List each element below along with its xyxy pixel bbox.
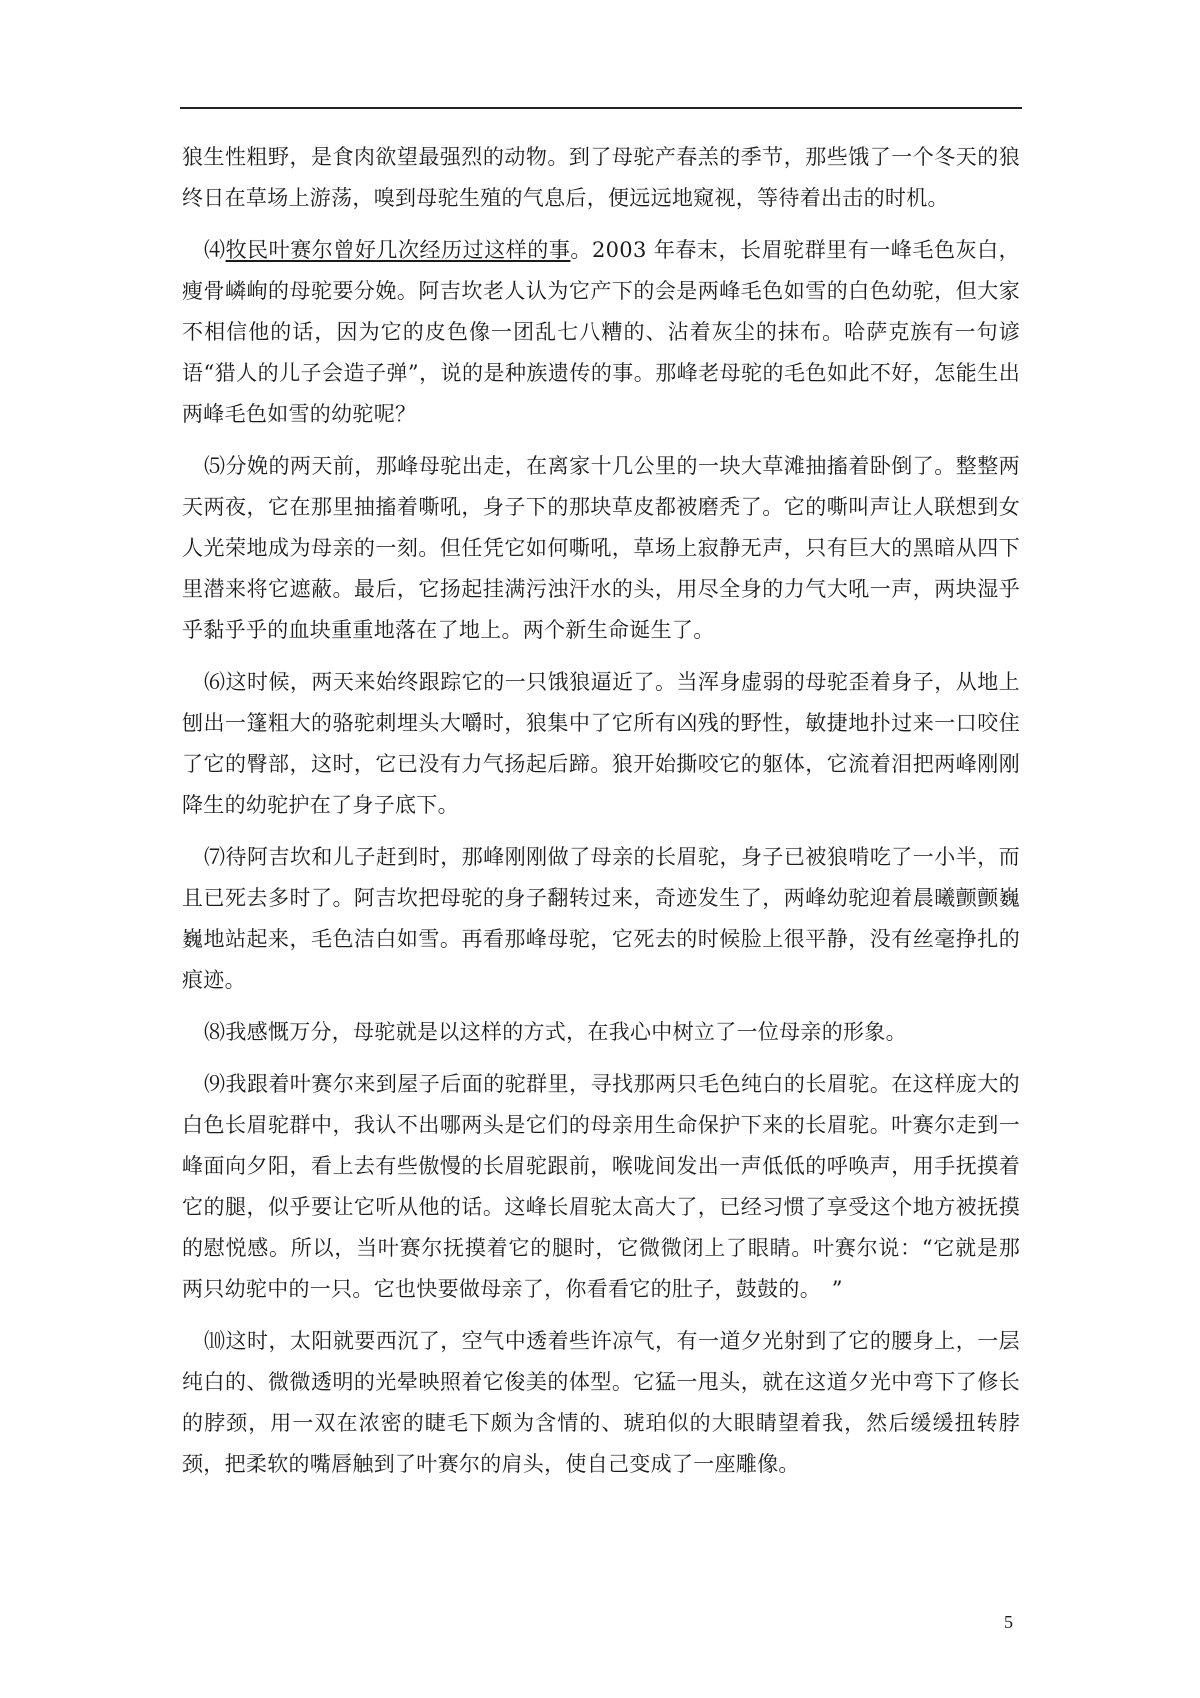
paragraph-3-continuation: [182, 137, 1020, 219]
paragraph-text: 这时，太阳就要西沉了，空气中透着些许凉气，有一道夕光射到了它的腰身上，一层纯白的、微微透明的光晕映照着它俊美的体型。它猛一甩头，就在这道夕光中弯下了修长的脖颈，用一双在浓密的睫毛下颇为含情的、琥珀似的大眼睛望着我，然后缓缓扭转脖颈，把柔软的嘴唇触到了叶赛尔的肩头，使自己变成了一座雕像。: [182, 1329, 1020, 1476]
paragraph-10: [182, 1321, 1020, 1485]
paragraph-5: [182, 446, 1020, 651]
paragraph-text: 狼生性粗野，是食肉欲望最强烈的动物。到了母驼产春羔的季节，那些饿了一个冬天的狼终日在草场上游荡，嗅到母驼生殖的气息后，便远远地窥视，等待着出击的时机。: [182, 145, 1020, 210]
paragraph-text: 我感慨万分，母驼就是以这样的方式，在我心中树立了一位母亲的形象。: [225, 1020, 907, 1044]
header-rule: [180, 107, 1022, 109]
document-body: [182, 137, 1020, 1496]
paragraph-marker: ⑺: [204, 845, 226, 869]
paragraph-marker: ⑼: [204, 1072, 226, 1096]
page-number: 5: [1004, 1612, 1013, 1632]
underlined-sentence: 牧民叶赛尔曾好几次经历过这样的事: [225, 238, 571, 262]
paragraph-marker: ⑽: [204, 1329, 226, 1353]
paragraph-6: [182, 662, 1020, 826]
paragraph-9: [182, 1064, 1020, 1310]
paragraph-text: 。2003 年春末，长眉驼群里有一峰毛色灰白，瘦骨嶙峋的母驼要分娩。阿吉坎老人认为它产下的会是两峰毛色如雪的白色幼驼，但大家不相信他的话，因为它的皮色像一团乱七八糟的、沾着灰尘的抹布。哈萨克族有一句谚语“猎人的儿子会造子弹”，说的是种族遗传的事。那峰老母驼的毛色如此不好，怎能生出两峰毛色如雪的幼驼呢？: [182, 238, 1020, 426]
paragraph-text: 这时候，两天来始终跟踪它的一只饿狼逼近了。当浑身虚弱的母驼歪着身子，从地上刨出一篷粗大的骆驼刺埋头大嚼时，狼集中了它所有凶残的野性，敏捷地扑过来一口咬住了它的臀部，这时，它已没有力气扬起后蹄。狼开始撕咬它的躯体，它流着泪把两峰刚刚降生的幼驼护在了身子底下。: [182, 670, 1020, 817]
paragraph-8: [182, 1012, 1020, 1053]
paragraph-text: 分娩的两天前，那峰母驼出走，在离家十几公里的一块大草滩抽搐着卧倒了。整整两天两夜，它在那里抽搐着嘶吼，身子下的那块草皮都被磨秃了。它的嘶叫声让人联想到女人光荣地成为母亲的一刻。但任凭它如何嘶吼，草场上寂静无声，只有巨大的黑暗从四下里潜来将它遮蔽。最后，它扬起挂满污浊汗水的头，用尽全身的力气大吼一声，两块湿乎乎黏乎乎的血块重重地落在了地上。两个新生命诞生了。: [182, 454, 1020, 642]
paragraph-marker: ⑹: [204, 670, 226, 694]
paragraph-marker: ⑷: [204, 238, 226, 262]
paragraph-marker: ⑸: [204, 454, 226, 478]
paragraph-marker: ⑻: [204, 1020, 226, 1044]
paragraph-text: 我跟着叶赛尔来到屋子后面的驼群里，寻找那两只毛色纯白的长眉驼。在这样庞大的白色长眉驼群中，我认不出哪两头是它们的母亲用生命保护下来的长眉驼。叶赛尔走到一峰面向夕阳，看上去有些傲慢的长眉驼跟前，喉咙间发出一声低低的呼唤声，用手抚摸着它的腿，似乎要让它听从他的话。这峰长眉驼太高大了，已经习惯了享受这个地方被抚摸的慰悦感。所以，当叶赛尔抚摸着它的腿时，它微微闭上了眼睛。叶赛尔说：“它就是那两只幼驼中的一只。它也快要做母亲了，你看看它的肚子，鼓鼓的。 ”: [182, 1072, 1020, 1301]
paragraph-7: [182, 837, 1020, 1001]
paragraph-4: [182, 230, 1020, 435]
paragraph-text: 待阿吉坎和儿子赶到时，那峰刚刚做了母亲的长眉驼，身子已被狼啃吃了一小半，而且已死去多时了。阿吉坎把母驼的身子翻转过来，奇迹发生了，两峰幼驼迎着晨曦颤颤巍巍地站起来，毛色洁白如雪。再看那峰母驼，它死去的时候脸上很平静，没有丝毫挣扎的痕迹。: [182, 845, 1020, 992]
